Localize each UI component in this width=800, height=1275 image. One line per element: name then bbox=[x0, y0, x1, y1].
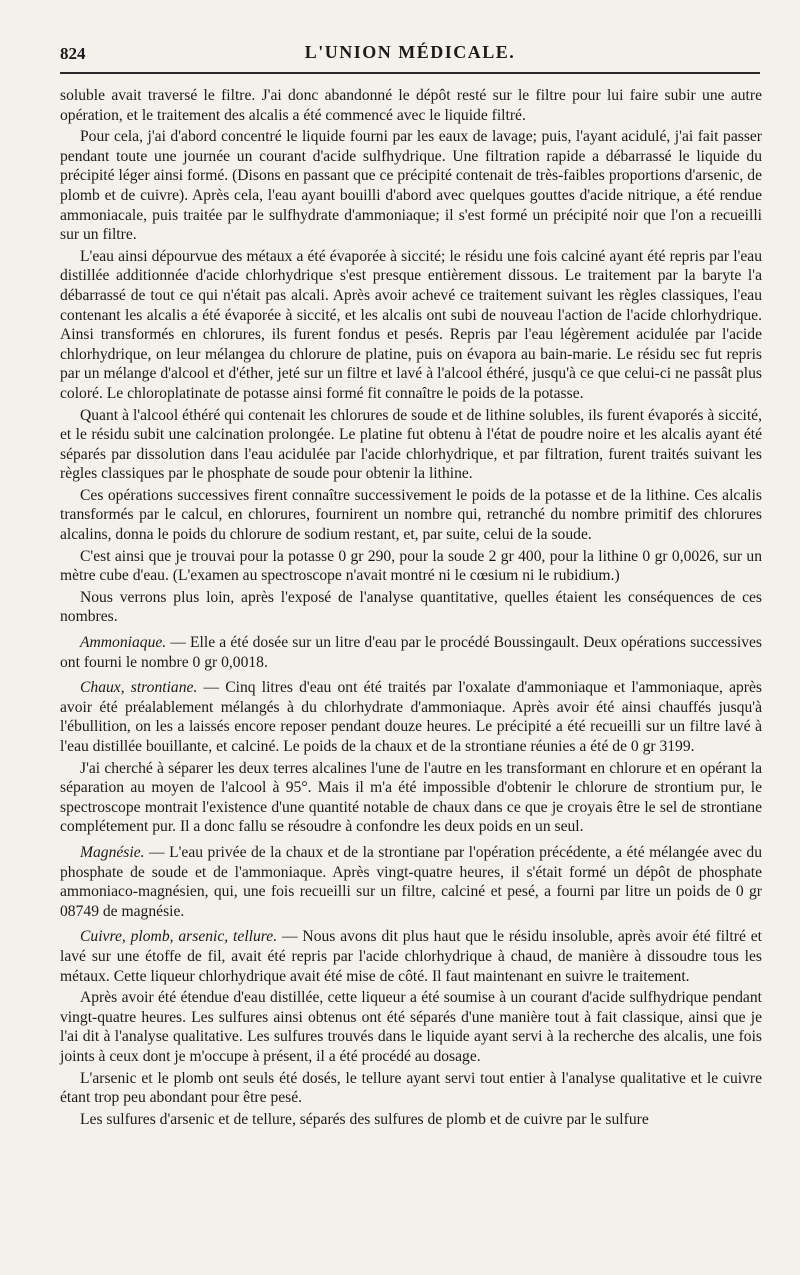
paragraph: soluble avait traversé le filtre. J'ai donc abandonné le dépôt resté sur le filtre pour lui faire subir une autre opération, et le traitement des alcalis a été commencé avec le liquide filtré. bbox=[60, 87, 762, 124]
section-cuivre-plomb: Cuivre, plomb, arsenic, tellure. — Nous avons dit plus haut que le résidu insoluble, après avoir été filtré et lavé sur une étoffe de fil, avait été repris par l'acide chlorhydrique à chaud, de manière à dissoudre tous les métaux. Cette liqueur chlorhydrique avait été mise de côté. Il faut maintenant en suivre le traitement. bbox=[60, 928, 762, 985]
section-lead: Cuivre, plomb, arsenic, tellure. bbox=[80, 928, 278, 946]
section-chaux-strontiane: Chaux, strontiane. — Cinq litres d'eau ont été traités par l'oxalate d'ammoniaque et l'ammoniaque, après avoir été préalablement mélangés à du chlorhydrate d'ammoniaque. Après avoir été ainsi chauffés jusqu'à l'ébullition, on les a laissés encore reposer pendant douze heures. Le précipité a été recueilli sur un filtre lavé à l'eau distillée bouillante, et calciné. Le poids de la chaux et de la strontiane réunies a été de 0 gr 3199. bbox=[60, 679, 762, 755]
paragraph: J'ai cherché à séparer les deux terres alcalines l'une de l'autre en les transformant en chlorure et en opérant la séparation au moyen de l'alcool à 95°. Mais il m'a été impossible d'obtenir le chlorure de strontium pur, le spectroscope montrait l'existence d'une quantité notable de chaux dans ce que je croyais être le sel de strontiane complétement pur. Il a donc fallu se résoudre à confondre les deux poids en un seul. bbox=[60, 759, 762, 836]
header-rule bbox=[60, 72, 760, 74]
paragraph: Pour cela, j'ai d'abord concentré le liquide fourni par les eaux de lavage; puis, l'ayant acidulé, j'ai fait passer pendant toute une journée un courant d'acide sulfhydrique. Une filtration rapide a débarrassé le liquide du précipité léger ainsi formé. (Disons en passant que ce précipité contenait de très-faibles proportions d'arsenic, de plomb et de cuivre). Après cela, l'eau ayant bouilli d'abord avec quelques gouttes d'acide nitrique, a été rendue ammoniacale, puis traitée par le sulfhydrate d'ammoniaque; il s'est formé un précipité noir que l'on a recueilli sur un filtre. bbox=[60, 128, 762, 244]
section-magnesie: Magnésie. — L'eau privée de la chaux et de la strontiane par l'opération précédente, a été mélangée avec du phosphate de soude et de l'ammoniaque. Après vingt-quatre heures, il s'était formé un dépôt de phosphate ammoniaco-magnésien, qui, une fois recueilli sur un filtre, calciné et pesé, a fourni par litre un poids de 0 gr 08749 de magnésie. bbox=[60, 843, 762, 920]
running-title: L'UNION MÉDICALE. bbox=[304, 42, 516, 62]
section-lead: Ammoniaque. bbox=[80, 634, 167, 652]
paragraph: L'arsenic et le plomb ont seuls été dosés, le tellure ayant servi tout entier à l'analyse qualitative et le cuivre étant trop peu abondant pour être pesé. bbox=[60, 1069, 762, 1107]
paragraph: Les sulfures d'arsenic et de tellure, séparés des sulfures de plomb et de cuivre par le sulfure bbox=[80, 1110, 649, 1128]
paragraph: Après avoir été étendue d'eau distillée, cette liqueur a été soumise à un courant d'acide sulfhydrique pendant vingt-quatre heures. Les sulfures ainsi obtenus ont été séparés d'une manière tout à fait classique, ainsi que je l'ai dit à l'analyse qualitative. Les sulfures trouvés dans le liquide ayant servi à la recherche des alcalis, une fois joints à ceux dont je m'occupe à présent, il a été procédé au dosage. bbox=[60, 989, 762, 1065]
paragraph: L'eau ainsi dépourvue des métaux a été évaporée à siccité; le résidu une fois calciné ayant été repris par l'eau distillée additionnée d'acide chlorhydrique s'est presque entièrement dissous. Le traitement par la baryte l'a débarrassé de tout ce qui n'était pas alcali. Après avoir achevé ce traitement suivant les règles classiques, l'eau contenant les alcalis a été évaporée à siccité, et les alcalis ont subi de nouveau l'action de l'acide chlorhydrique. Ainsi transformés en chlorures, ils furent fondus et pesés. Repris par l'eau légèrement acidulée par l'acide chlorhydrique, on leur mélangea du chlorure de platine, puis on évapora au bain-marie. Le résidu sec fut repris par un mélange d'alcool et d'éther, jeté sur un filtre et lavé à l'alcool éthéré, jusqu'à ce que celui-ci ne passât plus coloré. Le chloroplatinate de potasse ainsi formé fit connaître le poids de la potasse. bbox=[60, 247, 762, 402]
paragraph: Nous verrons plus loin, après l'exposé de l'analyse quantitative, quelles étaient les conséquences de ces nombres. bbox=[60, 588, 762, 626]
paragraph: Quant à l'alcool éthéré qui contenait les chlorures de soude et de lithine solubles, ils furent évaporés à siccité, et le résidu subit une calcination prolongée. Le platine fut obtenu à l'état de poudre noire et les alcalis ayant été séparés par dissolution dans l'eau acidulée par l'acide chlorhydrique, et par filtration, furent traités suivant les règles classiques par le phosphate de soude pour obtenir la lithine. bbox=[60, 406, 762, 483]
section-ammoniaque: Ammoniaque. — Elle a été dosée sur un litre d'eau par le procédé Boussingault. Deux opérations successives ont fourni le nombre 0 gr 0,0018. bbox=[60, 634, 762, 671]
paragraph: C'est ainsi que je trouvai pour la potasse 0 gr 290, pour la soude 2 gr 400, pour la lithine 0 gr 0,0026, sur un mètre cube d'eau. (L'examen au spectroscope n'avait montré ni le cœsium ni le rubidium.) bbox=[60, 547, 762, 585]
section-lead: Magnésie. bbox=[80, 843, 145, 861]
page-number: 824 bbox=[60, 44, 86, 63]
section-lead: Chaux, strontiane. bbox=[80, 679, 198, 697]
body-text bbox=[60, 86, 762, 1131]
page-header bbox=[60, 0, 760, 63]
paragraph: Ces opérations successives firent connaître successivement le poids de la potasse et de la lithine. Ces alcalis transformés par le calcul, en chlorures, fournirent un nombre qui, retranché du nombre primitif des chlorures alcalins, donna le poids du chlorure de sodium restant, et, par suite, celui de la soude. bbox=[60, 486, 762, 544]
